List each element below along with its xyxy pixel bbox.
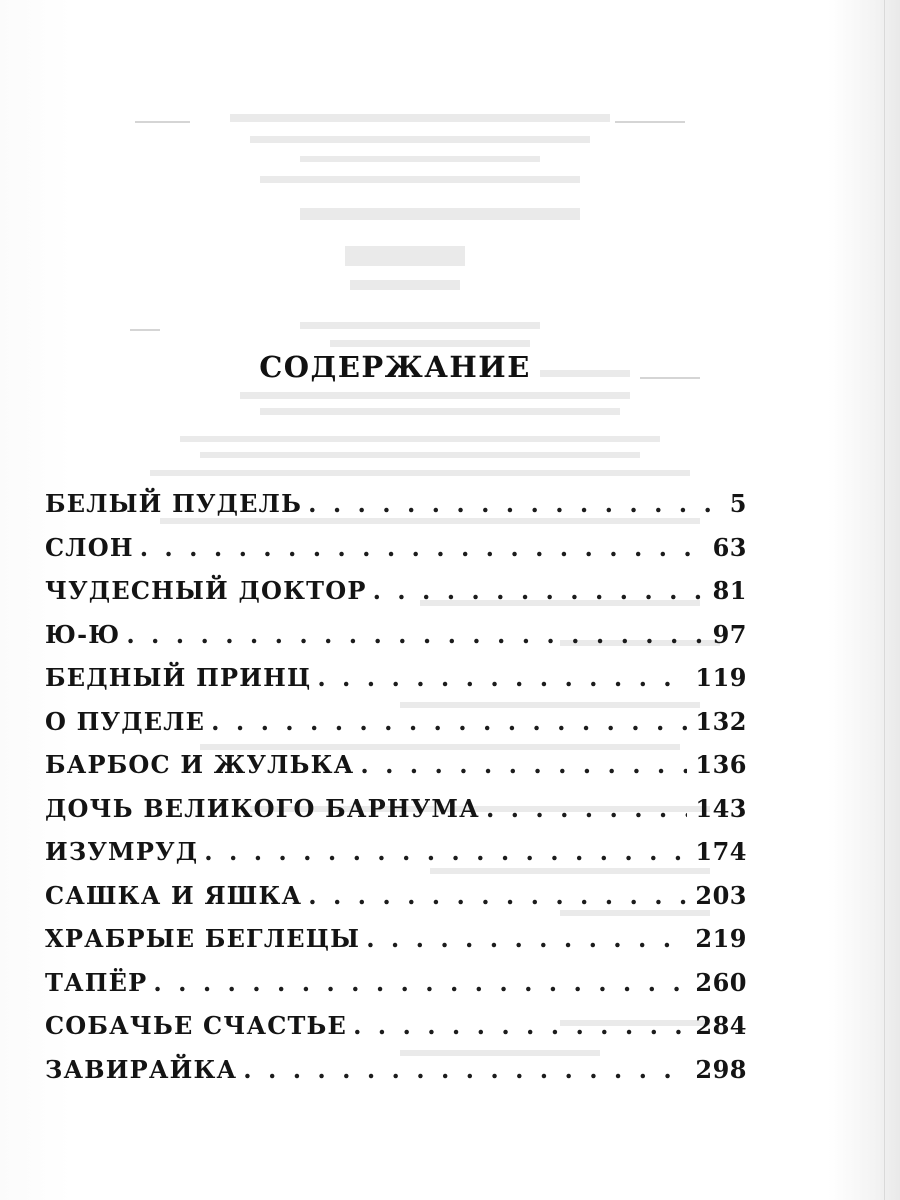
bleed-text-line bbox=[350, 280, 460, 290]
toc-entry-page-number: 81 bbox=[712, 576, 747, 605]
toc-entry-page-number: 63 bbox=[712, 532, 747, 562]
toc-entry-page-number: 132 bbox=[695, 706, 747, 736]
dot-leader bbox=[243, 1048, 687, 1092]
dot-leader bbox=[373, 569, 705, 613]
toc-entry-page-number: 174 bbox=[695, 837, 747, 866]
bleed-text-line bbox=[200, 452, 640, 458]
toc-entry-title: БЕДНЫЙ ПРИНЦ bbox=[45, 663, 312, 692]
toc-entry[interactable] bbox=[45, 743, 747, 787]
dot-leader bbox=[308, 482, 722, 526]
dot-leader bbox=[486, 787, 687, 831]
toc-entry-page-number: 136 bbox=[695, 750, 747, 779]
bleed-text-line bbox=[345, 246, 465, 266]
toc-entry-page-number: 219 bbox=[695, 924, 747, 953]
bleed-text-line bbox=[300, 156, 540, 162]
toc-entry-title: СЛОН bbox=[45, 532, 134, 562]
toc-entry[interactable] bbox=[45, 700, 747, 744]
toc-entry-title: БАРБОС И ЖУЛЬКА bbox=[45, 750, 355, 779]
bleed-text-line bbox=[300, 208, 580, 220]
toc-entry-title: СОБАЧЬЕ СЧАСТЬЕ bbox=[45, 1011, 348, 1040]
toc-entry-title: ИЗУМРУД bbox=[45, 837, 199, 866]
toc-entry-title: ХРАБРЫЕ БЕГЛЕЦЫ bbox=[45, 924, 361, 953]
toc-entry-page-number: 143 bbox=[695, 793, 747, 823]
toc-entry-page-number: 5 bbox=[729, 489, 747, 518]
dot-leader bbox=[317, 656, 687, 700]
toc-entry-title: БЕЛЫЙ ПУДЕЛЬ bbox=[45, 489, 303, 518]
toc-entry[interactable] bbox=[45, 874, 747, 918]
toc-entry-title: О ПУДЕЛЕ bbox=[45, 706, 206, 736]
toc-entry[interactable] bbox=[45, 917, 747, 961]
dot-leader bbox=[140, 526, 705, 570]
toc-entry-title: ЗАВИРАЙКА bbox=[45, 1054, 238, 1084]
toc-entry-title: ЧУДЕСНЫЙ ДОКТОР bbox=[45, 576, 367, 605]
toc-entry[interactable] bbox=[45, 1048, 747, 1092]
page-edge bbox=[884, 0, 885, 1200]
bleed-text-line bbox=[240, 392, 630, 399]
toc-entry-page-number: 97 bbox=[712, 619, 747, 649]
toc-entry-page-number: 298 bbox=[695, 1054, 747, 1084]
bleed-text-line bbox=[150, 470, 690, 476]
dot-leader bbox=[211, 700, 687, 744]
toc-entry[interactable] bbox=[45, 526, 747, 570]
toc-entry-page-number: 203 bbox=[695, 880, 747, 910]
toc-entry[interactable] bbox=[45, 613, 747, 657]
bleed-text-line bbox=[230, 114, 610, 122]
toc-entry[interactable] bbox=[45, 830, 747, 874]
toc-entry-title: ДОЧЬ ВЕЛИКОГО БАРНУМА bbox=[45, 793, 480, 823]
dot-leader bbox=[153, 961, 687, 1005]
dot-leader bbox=[353, 1004, 687, 1048]
toc-entry-page-number: 119 bbox=[695, 663, 747, 692]
toc-entry[interactable] bbox=[45, 656, 747, 700]
contents-heading: СОДЕРЖАНИЕ bbox=[259, 350, 531, 384]
dot-leader bbox=[308, 874, 687, 918]
toc-entry-title: ТАПЁР bbox=[45, 967, 148, 997]
toc-entry[interactable] bbox=[45, 569, 747, 613]
dot-leader bbox=[126, 613, 704, 657]
table-of-contents bbox=[45, 482, 747, 1091]
toc-entry-page-number: 260 bbox=[695, 967, 747, 997]
bleed-text-line bbox=[330, 340, 530, 347]
bleed-text-line bbox=[250, 136, 590, 143]
bleed-text-line bbox=[260, 176, 580, 183]
dot-leader bbox=[360, 743, 687, 787]
bleed-text-line bbox=[260, 408, 620, 415]
bleed-text-line bbox=[300, 322, 540, 329]
toc-entry[interactable] bbox=[45, 787, 747, 831]
toc-entry-title: САШКА И ЯШКА bbox=[45, 880, 303, 910]
toc-entry-page-number: 284 bbox=[695, 1011, 747, 1040]
dot-leader bbox=[204, 830, 687, 874]
toc-entry[interactable] bbox=[45, 482, 747, 526]
toc-entry[interactable] bbox=[45, 1004, 747, 1048]
dot-leader bbox=[366, 917, 687, 961]
toc-entry[interactable] bbox=[45, 961, 747, 1005]
bleed-text-line bbox=[180, 436, 660, 442]
toc-entry-title: Ю-Ю bbox=[45, 619, 121, 649]
